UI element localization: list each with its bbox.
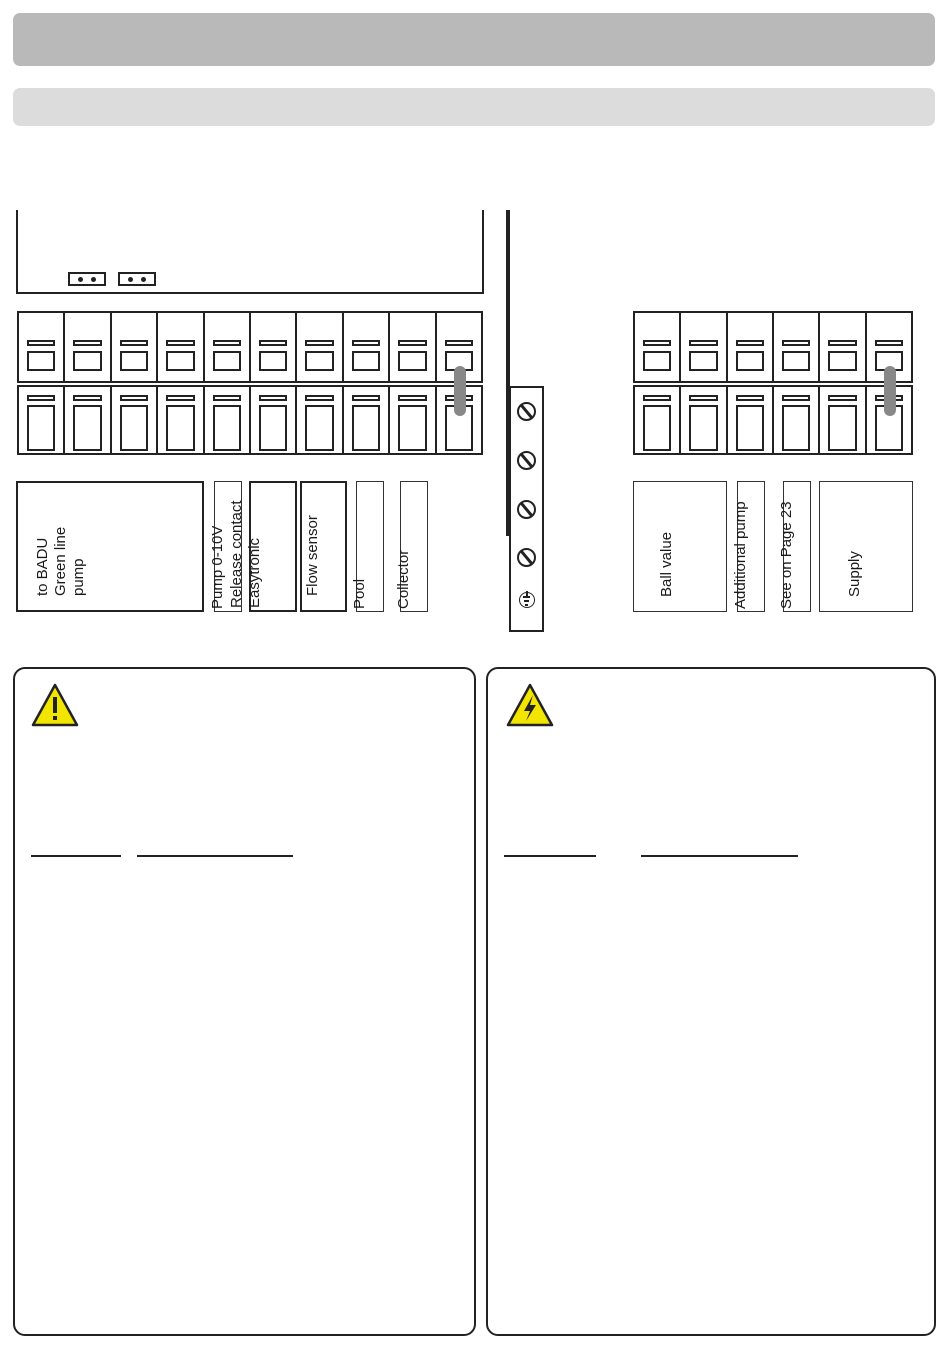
wire-bridge-left — [454, 366, 466, 416]
terminal — [297, 387, 343, 453]
terminal — [158, 387, 204, 453]
label-collector — [395, 481, 428, 612]
label-pool-text: Pool — [351, 578, 368, 609]
terminal — [297, 313, 343, 381]
terminal — [681, 313, 727, 381]
terminal-block-left-top — [17, 311, 483, 383]
label-badu-pump — [16, 481, 204, 612]
screw-icon — [517, 451, 536, 470]
label-additional-pump-text: Additional pump — [732, 501, 749, 609]
jumper-1 — [68, 272, 106, 286]
label-see-page-23 — [778, 481, 811, 612]
terminal — [251, 387, 297, 453]
terminal — [344, 387, 390, 453]
terminal — [112, 313, 158, 381]
label-pool — [351, 481, 384, 612]
terminal — [390, 313, 436, 381]
label-release-contact — [228, 481, 297, 612]
terminal — [19, 387, 65, 453]
terminal — [820, 313, 866, 381]
subheader-bar — [13, 88, 935, 126]
terminal — [344, 313, 390, 381]
jumper-2 — [118, 272, 156, 286]
terminal-block-right-bottom — [633, 385, 913, 455]
terminal — [19, 313, 65, 381]
terminal — [774, 387, 820, 453]
warning-panel-right — [486, 667, 936, 1336]
ground-terminal-strip — [509, 386, 544, 632]
earth-ground-icon — [519, 592, 535, 608]
label-release-contact-text: Release contact Easytronic — [228, 500, 263, 608]
circuit-board-outline — [16, 210, 484, 294]
terminal — [251, 313, 297, 381]
terminal — [65, 313, 111, 381]
terminal — [112, 387, 158, 453]
label-collector-text: Collector — [395, 549, 412, 609]
terminal-block-left-bottom — [17, 385, 483, 455]
wire-bridge-right — [884, 366, 896, 416]
terminal — [205, 313, 251, 381]
label-flow-sensor-text: Flow sensor — [304, 515, 321, 596]
header-bar — [13, 13, 935, 66]
electrical-hazard-icon — [506, 683, 554, 727]
terminal — [390, 387, 436, 453]
terminal — [635, 313, 681, 381]
label-badu-text: to BADU Green line pump — [34, 526, 87, 596]
label-supply-text: Supply — [846, 551, 863, 597]
label-additional-pump — [732, 481, 765, 612]
caution-warning-icon — [31, 683, 79, 727]
terminal — [205, 387, 251, 453]
label-ball-value-text: Ball value — [658, 531, 675, 597]
label-ball-value — [633, 481, 727, 612]
screw-icon — [517, 500, 536, 519]
terminal — [681, 387, 727, 453]
label-see-page-23-text: See on Page 23 — [778, 501, 795, 609]
label-pump-0-10v-text: Pump 0-10V — [209, 525, 226, 609]
underline-rule — [31, 855, 121, 857]
terminal — [728, 313, 774, 381]
terminal — [820, 387, 866, 453]
label-supply — [819, 481, 913, 612]
terminal-block-right-top — [633, 311, 913, 383]
terminal — [65, 387, 111, 453]
underline-rule — [641, 855, 798, 857]
label-flow-sensor — [300, 481, 347, 612]
terminal — [774, 313, 820, 381]
warning-panel-left — [13, 667, 476, 1336]
underline-rule — [504, 855, 596, 857]
underline-rule — [137, 855, 293, 857]
screw-icon — [517, 548, 536, 567]
terminal — [635, 387, 681, 453]
terminal — [728, 387, 774, 453]
screw-icon — [517, 402, 536, 421]
terminal — [158, 313, 204, 381]
